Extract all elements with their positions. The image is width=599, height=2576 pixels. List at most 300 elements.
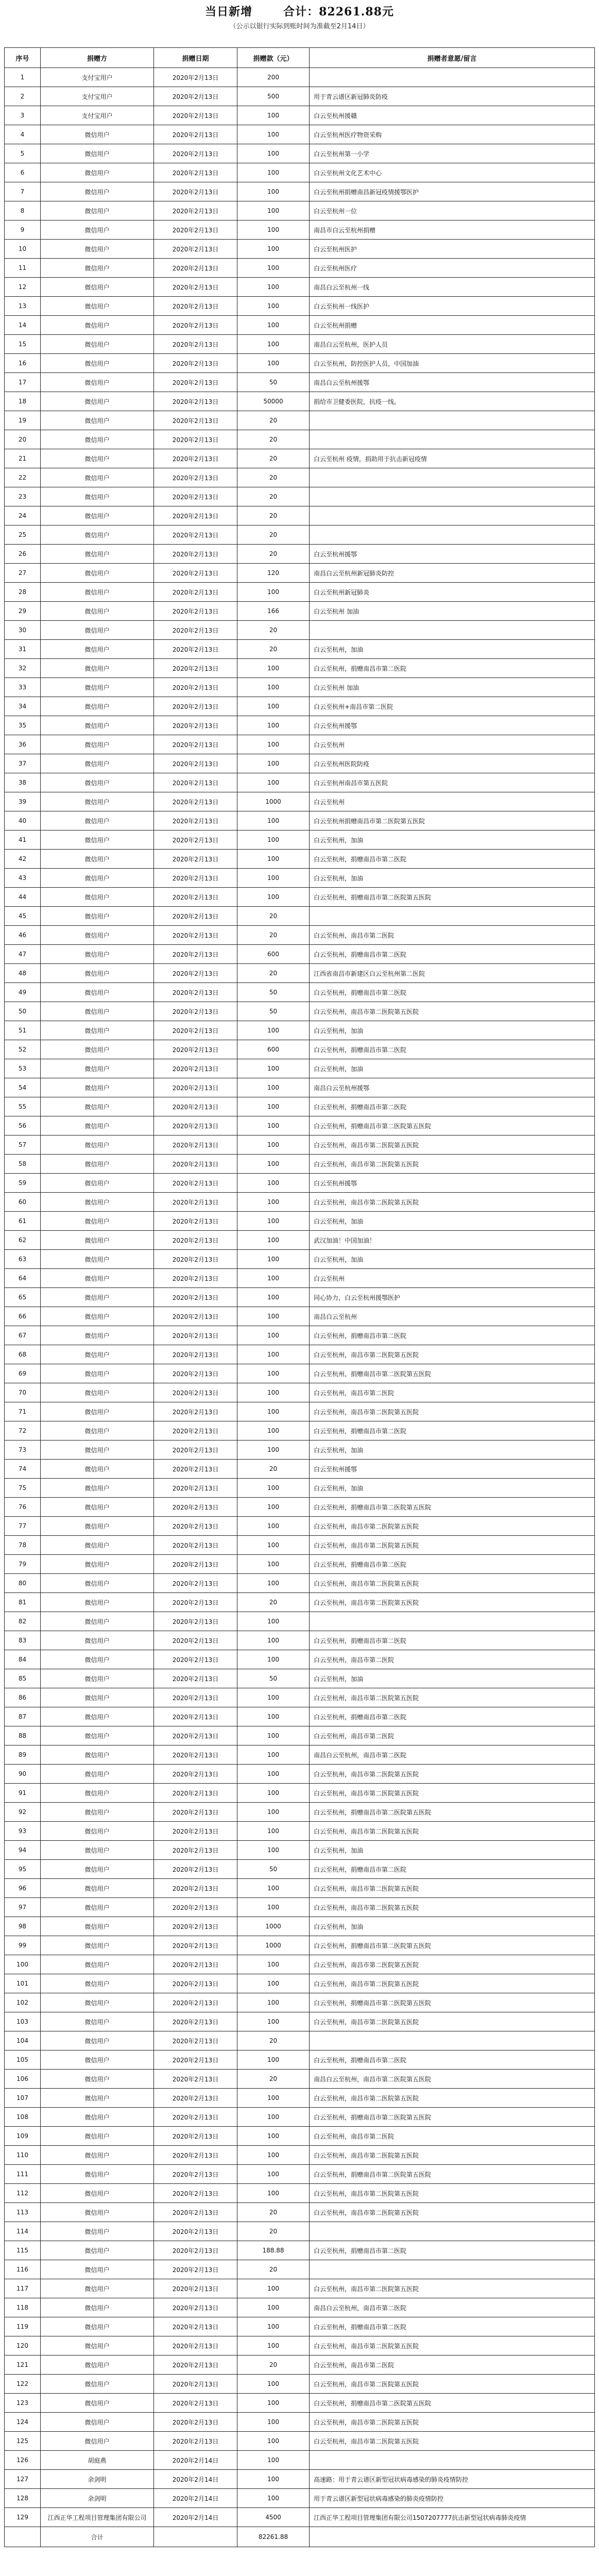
donor-message: 白云至杭州，南昌市第二医院第五医院 [310,2203,595,2222]
row-number: 106 [5,2070,41,2089]
row-number: 94 [5,1841,41,1860]
donor-name: 微信用户 [41,831,154,850]
donor-name: 微信用户 [41,2317,154,2336]
donation-date: 2020年2月13日 [154,1803,237,1822]
donation-amount: 20 [237,1460,310,1479]
donor-name: 微信用户 [41,1460,154,1479]
donation-amount: 20 [237,487,310,506]
row-number: 39 [5,792,41,811]
donor-name: 微信用户 [41,1212,154,1231]
donation-date: 2020年2月13日 [154,2070,237,2089]
donor-name: 微信用户 [41,144,154,163]
donor-message: 白云至杭州，加油 [310,869,595,888]
donor-message: 白云至杭州，捐赠南昌市第二医院 [310,1421,595,1440]
donor-message: 白云至杭州，南昌市第二医院第五医院 [310,1688,595,1707]
page-title [0,3,599,19]
donation-date: 2020年2月13日 [154,1726,237,1745]
donor-message: 白云至杭州，捐赠南昌市第二医院第五医院 [310,1364,595,1383]
donor-name: 微信用户 [41,1555,154,1574]
donation-date: 2020年2月13日 [154,964,237,983]
row-number: 54 [5,1078,41,1097]
donor-name: 微信用户 [41,2298,154,2317]
donor-message [310,2222,595,2241]
donor-message: 白云至杭州，捐赠南昌市第二医院第五医院 [310,2394,595,2413]
donor-message: 白云至杭州一线医护 [310,297,595,316]
donor-message: 南昌白云至杭州，南昌市第二医院第五医院 [310,2070,595,2089]
donation-amount: 1000 [237,1936,310,1955]
donor-message: 白云至杭州援鄂 [310,1460,595,1479]
donor-message: 白云至杭州，南昌市第二医院第五医院 [310,2089,595,2108]
row-number: 105 [5,2050,41,2070]
row-number: 67 [5,1326,41,1345]
donation-amount: 4500 [237,2508,310,2527]
table-row [5,1879,595,1898]
row-number: 97 [5,1898,41,1917]
table-row [5,487,595,506]
donation-date: 2020年2月13日 [154,2012,237,2031]
donor-message: 用于青云谱区新型冠状病毒感染的肺炎疫情防控 [310,2489,595,2508]
donation-amount: 100 [237,773,310,792]
donation-date: 2020年2月13日 [154,583,237,602]
donor-name: 微信用户 [41,1765,154,1784]
donor-message: 白云至杭州，南昌市第二医院第五医院 [310,1574,595,1593]
donor-name: 微信用户 [41,1726,154,1745]
donor-name: 微信用户 [41,850,154,869]
table-row [5,983,595,1002]
donation-date: 2020年2月13日 [154,1765,237,1784]
table-row [5,2108,595,2127]
table-row [5,926,595,945]
donor-name: 微信用户 [41,1421,154,1440]
donor-message: 白云至杭州，南昌市第二医院第五医院 [310,2432,595,2451]
donor-message: 白云至杭州，南昌市第二医院第五医院 [310,1402,595,1421]
table-row [5,449,595,468]
donation-amount: 100 [237,1174,310,1193]
row-number: 57 [5,1136,41,1155]
donation-amount: 100 [237,1097,310,1116]
donation-date: 2020年2月13日 [154,2375,237,2394]
donor-name: 微信用户 [41,1040,154,1059]
donation-date: 2020年2月13日 [154,1498,237,1517]
table-row [5,602,595,621]
row-number: 26 [5,545,41,564]
donor-message: 白云至杭州，捐赠南昌市第二医院第五医院 [310,1993,595,2012]
donor-message: 白云至杭州，捐赠南昌市第二医院 [310,1097,595,1116]
row-number: 60 [5,1193,41,1212]
table-row [5,1040,595,1059]
row-number: 16 [5,354,41,373]
donor-name: 微信用户 [41,2165,154,2184]
row-number: 76 [5,1498,41,1517]
row-number: 1 [5,68,41,87]
row-number: 48 [5,964,41,983]
donation-amount: 100 [237,1517,310,1536]
donation-date: 2020年2月13日 [154,1193,237,1212]
table-row [5,1784,595,1803]
donor-message: 用于青云谱区新冠肺炎防疫 [310,87,595,106]
donation-date: 2020年2月13日 [154,1307,237,1326]
donor-message: 白云至杭州，南昌市第二医院第五医院 [310,1345,595,1364]
donation-amount: 100 [237,240,310,259]
column-header-message: 捐赠者意愿/留言 [310,48,595,68]
donation-date: 2020年2月13日 [154,1745,237,1765]
donation-date: 2020年2月13日 [154,1574,237,1593]
row-number: 92 [5,1803,41,1822]
donor-message: 南昌白云至杭州援鄂 [310,1078,595,1097]
donor-message: 南昌白云至杭州，医护人员 [310,335,595,354]
donation-amount: 100 [237,678,310,697]
donation-amount: 100 [237,1784,310,1803]
donation-amount: 100 [237,1250,310,1269]
donor-name: 微信用户 [41,2184,154,2203]
donor-message [310,907,595,926]
table-row [5,373,595,392]
table-row [5,1993,595,2012]
donation-amount: 100 [237,1803,310,1822]
donor-message: 白云至杭州，南昌市第二医院第五医院 [310,1155,595,1174]
page-header [0,0,599,47]
donation-amount: 100 [237,1326,310,1345]
table-row [5,640,595,659]
donation-amount: 100 [237,2279,310,2298]
row-number: 20 [5,430,41,449]
donation-date: 2020年2月13日 [154,2050,237,2070]
row-number: 77 [5,1517,41,1536]
row-number: 46 [5,926,41,945]
donation-date: 2020年2月13日 [154,1669,237,1688]
donor-message: 白云至杭州捐赠 [310,316,595,335]
donor-name: 微信用户 [41,773,154,792]
donor-name: 微信用户 [41,1841,154,1860]
table-row [5,1555,595,1574]
donation-amount: 120 [237,564,310,583]
donation-date: 2020年2月13日 [154,621,237,640]
donation-amount: 100 [237,1383,310,1402]
row-number: 17 [5,373,41,392]
donation-amount: 100 [237,1059,310,1078]
donation-amount: 100 [237,2298,310,2317]
row-number: 102 [5,1993,41,2012]
donation-date: 2020年2月13日 [154,1116,237,1136]
table-row [5,2470,595,2489]
donor-name: 微信用户 [41,1307,154,1326]
donor-message: 白云至杭州第一小学 [310,144,595,163]
donation-amount: 100 [237,1612,310,1631]
donation-date: 2020年2月13日 [154,1688,237,1707]
donor-name: 微信用户 [41,2336,154,2355]
donation-amount: 100 [237,583,310,602]
donation-amount: 1000 [237,1917,310,1936]
donor-message: 白云至杭州 疫情，捐助用于抗击新冠疫情 [310,449,595,468]
donor-name: 微信用户 [41,2146,154,2165]
table-row [5,201,595,221]
table-row [5,564,595,583]
donation-amount: 100 [237,2127,310,2146]
row-number: 128 [5,2489,41,2508]
donation-amount: 20 [237,2222,310,2241]
donation-amount: 100 [237,1155,310,1174]
donation-amount: 100 [237,1879,310,1898]
donation-date: 2020年2月13日 [154,1707,237,1726]
donation-date: 2020年2月13日 [154,2298,237,2317]
donor-message [310,411,595,430]
donation-date: 2020年2月13日 [154,1917,237,1936]
table-row [5,2146,595,2165]
table-row [5,1364,595,1383]
row-number: 127 [5,2470,41,2489]
table-row [5,1612,595,1631]
table-row [5,735,595,754]
donor-message: 白云至杭州，加油 [310,1440,595,1460]
donor-message: 白云至杭州，加油 [310,1917,595,1936]
donor-message: 江西正华工程项目管理集团有限公司1507207777抗击新型冠状病毒肺炎疫情 [310,2508,595,2527]
donor-message: 白云至杭州，南昌市第二医院 [310,1650,595,1669]
table-row [5,945,595,964]
donation-date: 2020年2月13日 [154,716,237,735]
donation-date: 2020年2月13日 [154,449,237,468]
donation-date: 2020年2月13日 [154,1364,237,1383]
donation-amount: 100 [237,182,310,201]
table-row [5,1803,595,1822]
donor-name: 微信用户 [41,1879,154,1898]
donor-message: 白云至杭州，加油 [310,1250,595,1269]
donor-message: 南昌白云至杭州，南昌市第二医院 [310,2298,595,2317]
donation-amount: 100 [237,2089,310,2108]
donor-name: 微信用户 [41,2355,154,2375]
column-header-date: 捐赠日期 [154,48,237,68]
donation-date: 2020年2月13日 [154,2241,237,2260]
table-row [5,259,595,278]
donor-name: 微信用户 [41,640,154,659]
row-number: 55 [5,1097,41,1116]
table-row [5,1917,595,1936]
donor-message: 江西省南昌市新建区白云至杭州第二医院 [310,964,595,983]
donor-message: 白云至杭州，捐赠南昌市第二医院第五医院 [310,2165,595,2184]
donor-name: 微信用户 [41,278,154,297]
donor-name: 微信用户 [41,1231,154,1250]
donor-message: 白云至杭州，加油 [310,1021,595,1040]
table-row [5,392,595,411]
donation-date: 2020年2月13日 [154,392,237,411]
row-number: 117 [5,2279,41,2298]
row-number: 35 [5,716,41,735]
row-number: 29 [5,602,41,621]
table-row [5,2375,595,2394]
donation-amount: 100 [237,1536,310,1555]
donation-date: 2020年2月13日 [154,2108,237,2127]
donation-date: 2020年2月13日 [154,87,237,106]
row-number: 31 [5,640,41,659]
row-number: 50 [5,1002,41,1021]
table-row [5,1460,595,1479]
table-row [5,545,595,564]
donation-date: 2020年2月13日 [154,2184,237,2203]
table-row [5,1860,595,1879]
donation-amount: 100 [237,1307,310,1326]
donor-message: 白云至杭州，南昌市第二医院 [310,2127,595,2146]
row-number: 93 [5,1822,41,1841]
donor-message: 白云至杭州，南昌市第二医院 [310,926,595,945]
donation-date: 2020年2月13日 [154,1040,237,1059]
row-number: 120 [5,2336,41,2355]
donation-amount: 20 [237,2260,310,2279]
donation-amount: 100 [237,335,310,354]
row-number: 22 [5,468,41,487]
donation-amount: 100 [237,1688,310,1707]
table-row [5,697,595,716]
donor-name: 微信用户 [41,2127,154,2146]
table-row [5,1193,595,1212]
donation-amount: 20 [237,2203,310,2222]
row-number: 124 [5,2413,41,2432]
table-row [5,430,595,449]
row-number: 6 [5,163,41,182]
donor-name: 微信用户 [41,1097,154,1116]
donor-name: 微信用户 [41,1059,154,1078]
donor-name: 微信用户 [41,1517,154,1536]
row-number: 52 [5,1040,41,1059]
row-number: 69 [5,1364,41,1383]
row-number: 18 [5,392,41,411]
donor-name: 微信用户 [41,2279,154,2298]
row-number: 96 [5,1879,41,1898]
donor-message: 白云至杭州援鄂 [310,545,595,564]
donation-date: 2020年2月13日 [154,354,237,373]
row-number: 122 [5,2375,41,2394]
table-row [5,1174,595,1193]
donation-date: 2020年2月13日 [154,182,237,201]
donor-message: 白云至杭州，加油 [310,1841,595,1860]
donation-amount: 20 [237,621,310,640]
donor-name: 微信用户 [41,1479,154,1498]
donation-amount: 100 [237,278,310,297]
donation-amount: 600 [237,945,310,964]
donor-name: 微信用户 [41,2432,154,2451]
table-row [5,2127,595,2146]
donor-message: 白云至杭州新冠肺炎 [310,583,595,602]
row-number: 103 [5,2012,41,2031]
donation-amount: 100 [237,1650,310,1669]
donation-date: 2020年2月13日 [154,1231,237,1250]
donor-name: 微信用户 [41,468,154,487]
donor-name: 微信用户 [41,526,154,545]
donation-amount: 20 [237,506,310,526]
table-row [5,1631,595,1650]
donor-name: 微信用户 [41,1650,154,1669]
donation-date: 2020年2月13日 [154,2336,237,2355]
table-row [5,1155,595,1174]
donation-date: 2020年2月13日 [154,2432,237,2451]
donor-message: 白云至杭州，加油 [310,1212,595,1231]
donor-message: 南昌白云至杭州援鄂 [310,373,595,392]
title-total: 合计：82261.88元 [283,5,394,19]
donation-date: 2020年2月13日 [154,1479,237,1498]
table-row [5,221,595,240]
table-row [5,2050,595,2070]
table-row [5,506,595,526]
donor-message: 白云至杭州，捐赠南昌市第二医院第五医院 [310,888,595,907]
donation-amount: 50000 [237,392,310,411]
donation-amount: 20 [237,2355,310,2375]
donation-amount: 20 [237,449,310,468]
donation-amount: 100 [237,2165,310,2184]
donor-message: 白云至杭州，捐赠南昌市第二医院 [310,945,595,964]
donor-name: 微信用户 [41,907,154,926]
donor-message: 南昌白云至杭州新冠肺炎防控 [310,564,595,583]
donor-message: 白云至杭州 加油 [310,602,595,621]
donor-name: 微信用户 [41,1707,154,1726]
donation-date: 2020年2月13日 [154,811,237,831]
row-number: 95 [5,1860,41,1879]
row-number: 87 [5,1707,41,1726]
donation-amount: 100 [237,1707,310,1726]
donation-amount: 100 [237,1479,310,1498]
table-row [5,2413,595,2432]
table-row [5,1440,595,1460]
donation-amount: 50 [237,1002,310,1021]
row-number: 75 [5,1479,41,1498]
row-number: 49 [5,983,41,1002]
donor-name: 微信用户 [41,1803,154,1822]
donation-amount: 100 [237,316,310,335]
row-number: 121 [5,2355,41,2375]
row-number: 86 [5,1688,41,1707]
donor-message: 白云至杭州援鄂 [310,1174,595,1193]
donation-amount: 100 [237,2012,310,2031]
donation-amount: 100 [237,1822,310,1841]
donation-date: 2020年2月13日 [154,1841,237,1860]
donation-amount: 500 [237,87,310,106]
donor-name: 微信用户 [41,1784,154,1803]
table-row [5,1345,595,1364]
donor-name: 微信用户 [41,2031,154,2050]
row-number: 66 [5,1307,41,1326]
table-row [5,2070,595,2089]
row-number: 62 [5,1231,41,1250]
donation-date: 2020年2月13日 [154,1822,237,1841]
donor-message: 白云至杭州，南昌市第二医院第五医院 [310,2413,595,2432]
table-row [5,659,595,678]
donation-date: 2020年2月13日 [154,430,237,449]
table-row [5,411,595,430]
donor-message: 白云至杭州，南昌市第二医院第五医院 [310,1136,595,1155]
donor-message: 白云至杭州援赣 [310,106,595,125]
donation-date: 2020年2月13日 [154,1650,237,1669]
row-number: 8 [5,201,41,221]
donor-name: 微信用户 [41,697,154,716]
donor-name: 微信用户 [41,1593,154,1612]
donor-name: 微信用户 [41,1021,154,1040]
donation-date: 2020年2月13日 [154,1955,237,1974]
donation-date: 2020年2月13日 [154,1155,237,1174]
table-row [5,1402,595,1421]
donation-amount: 100 [237,716,310,735]
donation-date: 2020年2月13日 [154,316,237,335]
row-number: 100 [5,1955,41,1974]
donation-date: 2020年2月13日 [154,1078,237,1097]
donation-date: 2020年2月13日 [154,2394,237,2413]
donor-message: 白云至杭州 [310,1269,595,1288]
donation-amount: 20 [237,2070,310,2089]
donor-name: 微信用户 [41,621,154,640]
donor-message: 白云至杭州医疗物资采购 [310,125,595,144]
donor-message: 白云至杭州，南昌市第二医院第五医院 [310,1765,595,1784]
donation-amount: 100 [237,697,310,716]
row-number: 32 [5,659,41,678]
table-row [5,678,595,697]
table-row [5,1536,595,1555]
row-number: 68 [5,1345,41,1364]
